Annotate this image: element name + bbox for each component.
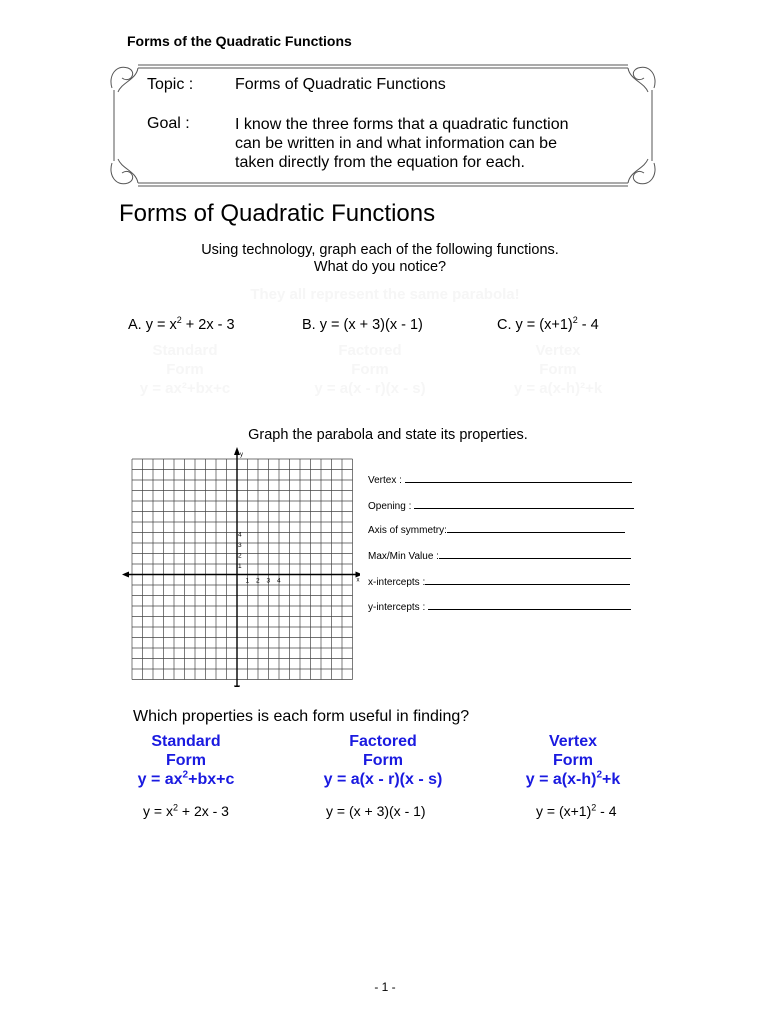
form-equation [463,770,683,789]
useful-question: Which properties is each form useful in finding? [133,708,470,725]
function-a [128,317,235,333]
form-eq-suffix: +k [602,771,621,788]
property-label: Max/Min Value : [368,551,439,562]
form-name: Factored [349,733,417,750]
property-y-intercepts [368,600,631,613]
ghost-line: Form [351,361,389,378]
function-c-suffix: - 4 [577,317,599,333]
standard-form-heading [76,732,296,789]
property-x-intercepts [368,575,630,588]
function-a-prefix: A. y = x [128,317,177,333]
function-a-exponent: 2 [176,315,182,326]
y-axis-arrow-down [234,686,240,688]
function-b: B. y = (x + 3)(x - 1) [302,317,423,333]
form-equation: y = a(x - r)(x - s) [323,771,443,788]
form-name: Standard [151,733,221,750]
y-tick-label: 4 [238,531,242,539]
example-vertex [536,803,617,819]
example-prefix: y = x [143,803,173,819]
ghost-line: Factored [338,342,402,359]
graph-prompt: Graph the parabola and state its properties. [248,427,528,443]
example-prefix: y = (x+1) [536,803,592,819]
form-name: Vertex [548,733,598,750]
function-c-prefix: C. y = (x+1) [497,317,573,333]
x-axis-label: x [356,577,360,584]
example-exponent: 2 [591,802,597,813]
property-vertex [368,473,632,486]
property-axis-of-symmetry [368,523,625,536]
example-suffix: + 2x - 3 [177,803,229,819]
ghost-standard-form [100,341,270,398]
answer-blank[interactable] [414,499,634,509]
ghost-line: y = ax²+bx+c [139,380,231,397]
page-number: - 1 - [374,980,396,994]
answer-blank[interactable] [447,523,625,533]
property-max-min [368,549,631,562]
example-factored: y = (x + 3)(x - 1) [326,803,426,819]
document-header-title: Forms of the Quadratic Functions [127,33,352,49]
ghost-vertex-form [473,341,643,398]
form-eq-exponent: 2 [596,769,602,781]
factored-form-heading [273,732,493,789]
property-label: Vertex : [368,475,402,486]
ghost-line: Form [166,361,204,378]
goal-text [235,115,635,172]
property-label: Opening : [368,501,412,512]
answer-blank[interactable] [439,549,631,559]
example-suffix: - 4 [596,803,617,819]
form-label: Form [363,752,403,769]
answer-blank[interactable] [405,473,632,483]
form-eq-suffix: +bx+c [188,771,235,788]
x-tick-label: 3 [266,577,271,585]
y-tick-label: 3 [238,542,242,549]
goal-line: can be written in and what information can be [235,135,557,152]
coordinate-grid [120,447,360,687]
form-label: Form [166,752,206,769]
function-c-exponent: 2 [572,315,578,326]
ghost-line: y = a(x-h)²+k [513,380,603,397]
property-label: x-intercepts : [368,577,426,588]
instruction-line: What do you notice? [313,259,447,275]
answer-blank[interactable] [428,600,631,610]
example-standard [143,803,229,819]
x-tick-label: 1 [245,577,250,585]
x-tick-label: 4 [277,577,281,585]
ghost-line: y = a(x - r)(x - s) [314,380,426,397]
ghost-answer-note: They all represent the same parabola! [250,286,520,303]
goal-line: taken directly from the equation for each. [235,154,525,171]
ghost-line: Standard [152,342,218,359]
ghost-line: Vertex [535,342,581,359]
y-axis-label: y [240,452,243,458]
form-eq-prefix: y = ax [137,771,183,788]
property-opening [368,499,634,512]
topic-value: Forms of Quadratic Functions [235,76,446,93]
property-label: y-intercepts : [368,602,426,613]
instruction [0,242,760,276]
property-label: Axis of symmetry: [368,525,447,536]
goal-label: Goal : [147,115,190,132]
form-label: Form [553,752,593,769]
form-equation [76,770,296,789]
y-tick-label: 1 [238,563,242,570]
function-a-suffix: + 2x - 3 [181,317,235,333]
ghost-factored-form [285,341,455,398]
answer-blank[interactable] [425,575,630,585]
function-c [497,317,599,333]
topic-label: Topic : [147,76,194,93]
form-eq-prefix: y = a(x-h) [525,771,597,788]
example-exponent: 2 [172,802,178,813]
section-title: Forms of Quadratic Functions [119,200,436,227]
x-tick-label: 2 [256,577,260,585]
vertex-form-heading [463,732,683,789]
y-tick-label: 2 [238,552,242,560]
form-eq-exponent: 2 [182,769,189,781]
x-axis-arrow-left [122,572,129,578]
ghost-line: Form [539,361,577,378]
instruction-line: Using technology, graph each of the following functions. [201,242,559,258]
goal-line: I know the three forms that a quadratic function [235,116,569,133]
